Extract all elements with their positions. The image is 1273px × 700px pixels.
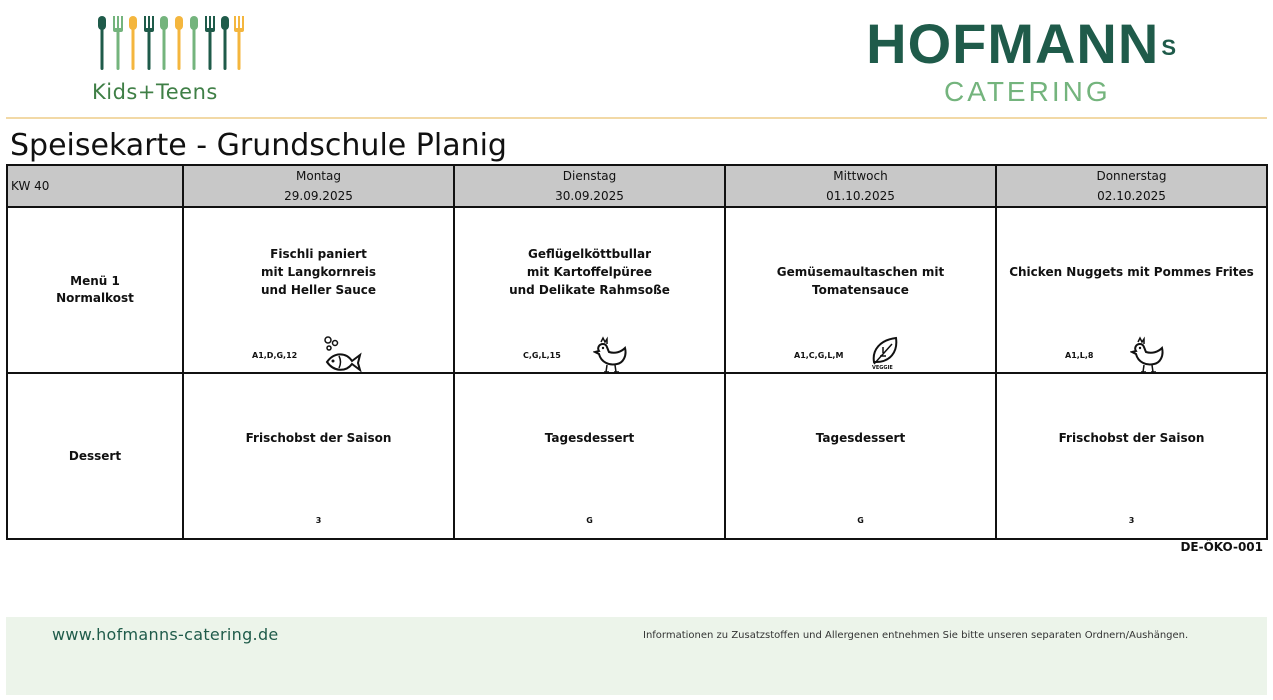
day-name: Donnerstag — [1096, 169, 1167, 183]
day-date: 02.10.2025 — [1097, 189, 1166, 203]
brand-superscript: S — [1161, 35, 1177, 60]
kids-teens-logo-text: Kids+Teens — [92, 80, 218, 104]
dish-line: Frischobst der Saison — [245, 431, 392, 445]
row-label-line1: Menü 1 — [70, 274, 120, 288]
dish-text — [726, 263, 995, 299]
menu-cell-montag — [183, 207, 454, 373]
day-header-montag — [183, 165, 454, 207]
veggie-label: VEGGIE — [872, 365, 893, 371]
dish-text — [184, 245, 453, 299]
chicken-icon — [593, 336, 629, 374]
dish-line: Gemüsemaultaschen mit Tomatensauce — [776, 265, 945, 297]
allergen-codes: A1,C,G,L,M — [794, 351, 844, 360]
day-name: Montag — [296, 169, 341, 183]
allergen-codes: G — [857, 516, 864, 525]
brand-name — [866, 14, 1177, 74]
allergen-codes: 3 — [315, 516, 322, 525]
dish-line: Tagesdessert — [544, 431, 635, 445]
menu-table — [6, 164, 1268, 540]
dish-line: und Delikate Rahmsoße — [509, 283, 670, 297]
veggie-leaf-icon — [870, 336, 900, 366]
brand-subtitle: CATERING — [944, 76, 1111, 107]
dish-line: Frischobst der Saison — [1058, 431, 1205, 445]
week-label: KW 40 — [7, 165, 183, 207]
allergen-codes: A1,D,G,12 — [252, 351, 298, 360]
row-label-line1: Dessert — [68, 448, 122, 463]
table-header-row — [7, 165, 1267, 207]
header — [0, 0, 1273, 118]
brand-name-text: HOFMANN — [866, 12, 1160, 75]
dish-line: Tagesdessert — [815, 431, 906, 445]
day-header-mittwoch — [725, 165, 996, 207]
allergen-codes: 3 — [1128, 516, 1135, 525]
day-name: Dienstag — [562, 169, 617, 183]
menu-cell-donnerstag — [996, 207, 1267, 373]
dish-text — [997, 263, 1266, 281]
row-label-menu1 — [7, 207, 183, 373]
dessert-cell-montag — [183, 373, 454, 539]
dessert-cell-mittwoch — [725, 373, 996, 539]
dish-line: Chicken Nuggets mit Pommes Frites — [1009, 265, 1254, 279]
allergen-codes: A1,L,8 — [1065, 351, 1094, 360]
footer — [6, 617, 1267, 695]
dessert-cell-dienstag — [454, 373, 725, 539]
day-date: 01.10.2025 — [826, 189, 895, 203]
row-label-dessert — [7, 373, 183, 539]
row-label-line2: Normalkost — [56, 291, 134, 305]
allergen-codes: C,G,L,15 — [523, 351, 561, 360]
menu-cell-mittwoch — [725, 207, 996, 373]
menu-cell-dienstag — [454, 207, 725, 373]
header-divider — [6, 117, 1267, 119]
website-link[interactable]: www.hofmanns-catering.de — [52, 625, 279, 644]
day-header-donnerstag — [996, 165, 1267, 207]
dish-line: Geflügelköttbullar — [527, 247, 652, 261]
day-name: Mittwoch — [833, 169, 888, 183]
allergen-info-note: Informationen zu Zusatzstoffen und Allergenen entnehmen Sie bitte unseren separaten Ordnern/Aushängen. — [643, 630, 1189, 641]
dish-line: Fischli paniert — [270, 247, 367, 261]
table-row-menu1 — [7, 207, 1267, 373]
dish-line: und Heller Sauce — [260, 283, 377, 297]
allergen-codes: G — [586, 516, 593, 525]
day-date: 29.09.2025 — [284, 189, 353, 203]
dessert-cell-donnerstag — [996, 373, 1267, 539]
dish-text — [455, 245, 724, 299]
organic-code: DE-ÖKO-001 — [1180, 540, 1263, 554]
table-row-dessert — [7, 373, 1267, 539]
dish-line: mit Langkornreis — [260, 265, 377, 279]
fish-icon — [322, 336, 362, 372]
day-header-dienstag — [454, 165, 725, 207]
dish-line: mit Kartoffelpüree — [526, 265, 653, 279]
day-date: 30.09.2025 — [555, 189, 624, 203]
chicken-icon — [1130, 336, 1166, 374]
page-title: Speisekarte - Grundschule Planig — [10, 128, 507, 163]
